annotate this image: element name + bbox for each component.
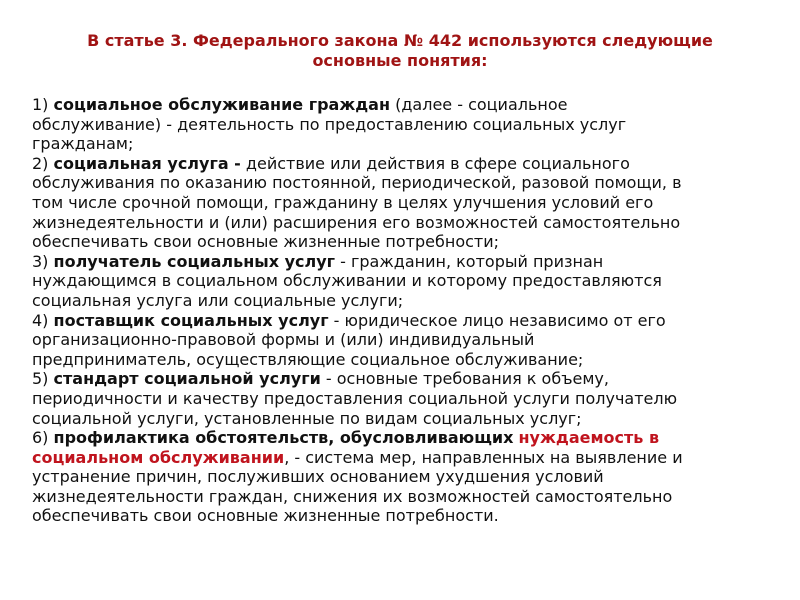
heading-line: В статье 3. Федерального закона № 442 используются следующие	[87, 31, 713, 50]
text-line: гражданам;	[32, 134, 134, 154]
item-number: 6)	[32, 428, 54, 448]
item-number: 3)	[32, 251, 54, 271]
term: социальная услуга -	[53, 153, 241, 173]
text-line: обслуживания по оказанию постоянной, периодической, разовой помощи, в	[32, 173, 682, 193]
text-line: жизнедеятельности и (или) расширения его возможностей самостоятельно	[32, 212, 681, 232]
text-line: социальной услуги, установленные по видам социальных услуг;	[32, 408, 582, 428]
definition-5	[32, 369, 757, 389]
definition-text: , - система мер, направленных на выявление и	[284, 447, 683, 467]
definition-4	[32, 311, 757, 331]
highlighted-term: нуждаемость в	[518, 428, 660, 448]
definition-text: - основные требования к объему,	[320, 369, 609, 389]
definition-3	[32, 252, 757, 272]
definition-text: действие или действия в сфере социального	[240, 153, 630, 173]
term: поставщик социальных услуг	[53, 310, 329, 330]
text-line: обеспечивать свои основные жизненные потребности;	[32, 232, 500, 252]
item-number: 1)	[32, 95, 54, 114]
text-line: том числе срочной помощи, гражданину в целях улучшения условий его	[32, 192, 654, 212]
definition-6	[32, 428, 757, 448]
definition-1	[32, 95, 757, 115]
definition-text: - гражданин, который признан	[335, 251, 604, 271]
definition-text: (далее - социальное	[390, 95, 568, 114]
definitions-text	[32, 95, 757, 526]
definition-2	[32, 154, 757, 174]
text-line: обслуживание) - деятельность по предоставлению социальных услуг	[32, 114, 627, 134]
text-line: социальная услуга или социальные услуги;	[32, 290, 404, 310]
text-line: периодичности и качеству предоставления социальной услуги получателю	[32, 388, 678, 408]
item-number: 4)	[32, 310, 54, 330]
item-number: 5)	[32, 369, 54, 389]
term: социальное обслуживание граждан	[53, 95, 391, 114]
item-number: 2)	[32, 153, 54, 173]
heading-line: основные понятия:	[312, 51, 488, 70]
term: получатель социальных услуг	[53, 251, 336, 271]
highlighted-term: социальном обслуживании	[32, 447, 285, 467]
text-line: обеспечивать свои основные жизненные потребности.	[32, 506, 499, 526]
text-line	[32, 448, 757, 468]
term: профилактика обстоятельств, обусловливающих	[53, 428, 514, 448]
definition-text: - юридическое лицо независимо от его	[328, 310, 666, 330]
text-line: нуждающимся в социальном обслуживании и которому предоставляются	[32, 271, 662, 291]
text-line: организационно-правовой формы и (или) индивидуальный	[32, 330, 535, 350]
text-line: предприниматель, осуществляющие социальное обслуживание;	[32, 349, 584, 369]
slide-heading	[30, 31, 770, 71]
text-line: жизнедеятельности граждан, снижения их возможностей самостоятельно	[32, 486, 673, 506]
text-line: устранение причин, послуживших основанием ухудшения условий	[32, 467, 604, 487]
term: стандарт социальной услуги	[53, 369, 321, 389]
